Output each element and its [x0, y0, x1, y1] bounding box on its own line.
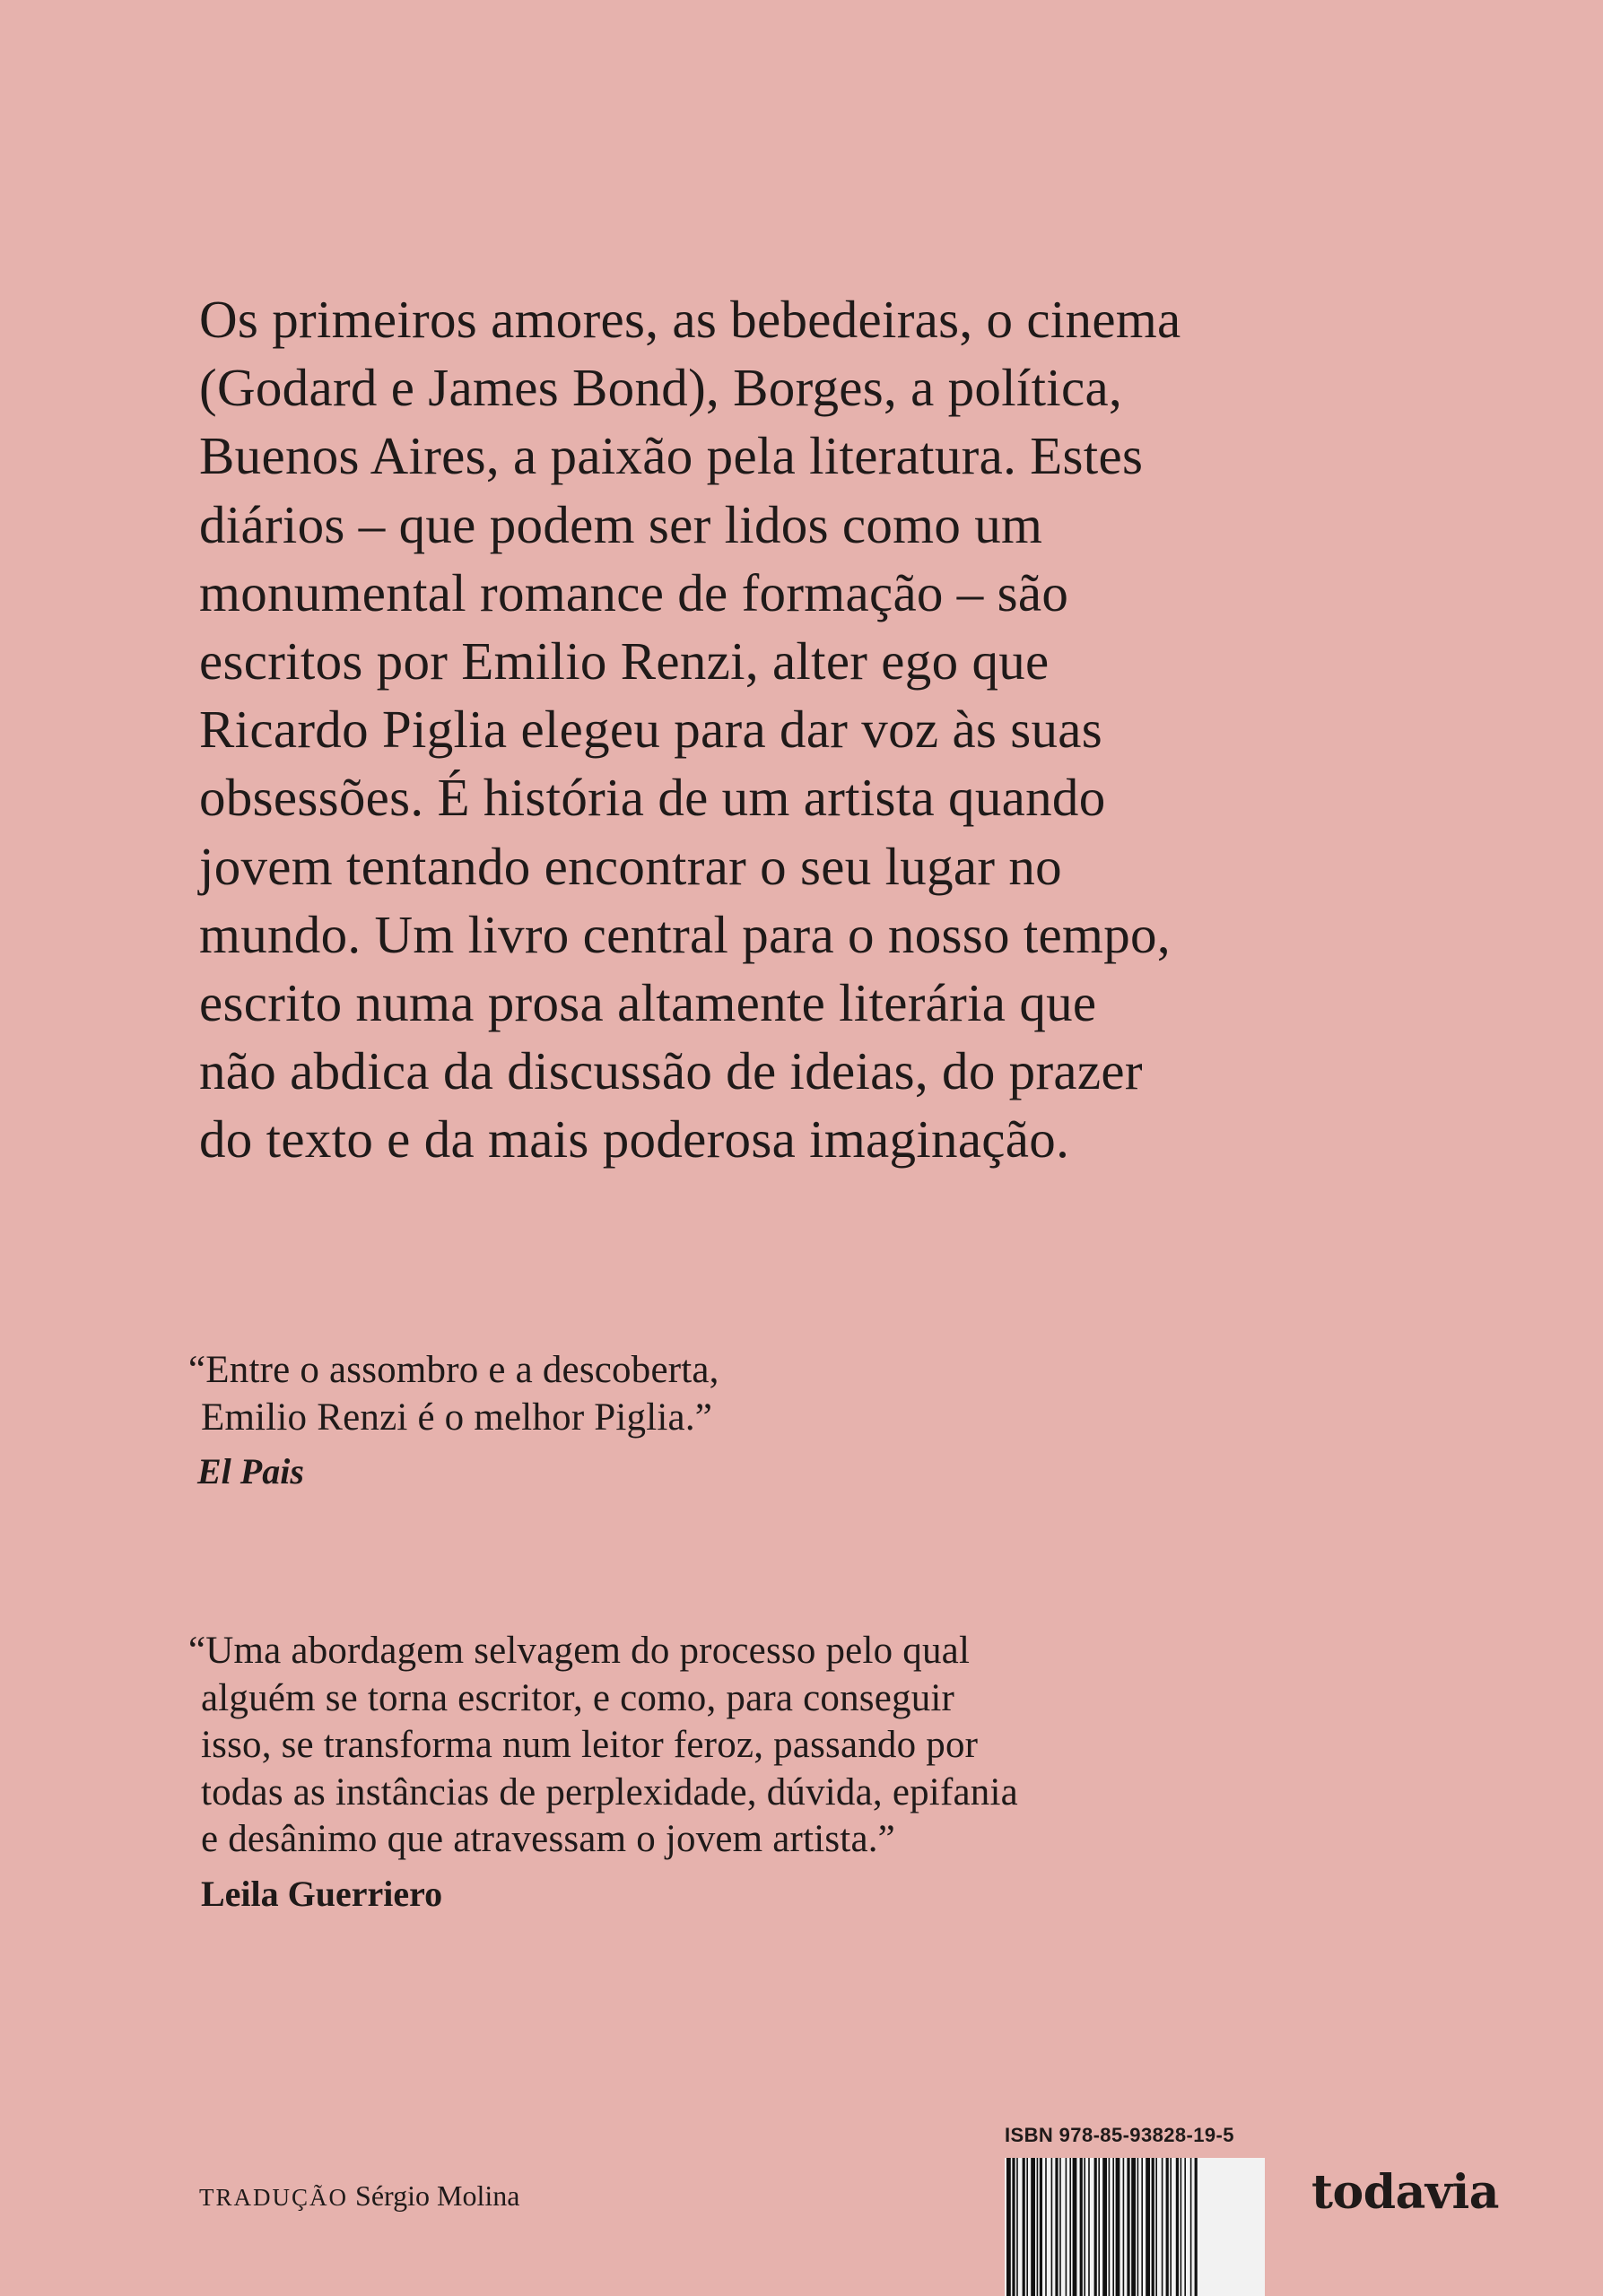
blurb-line: escrito numa prosa altamente literária que: [199, 973, 1097, 1033]
isbn-text: ISBN 978-85-93828-19-5: [1005, 2124, 1234, 2146]
barcode-bar: [1116, 2158, 1120, 2296]
blurb-line: Ricardo Piglia elegeu para dar voz às suas: [199, 700, 1103, 760]
barcode: [1005, 2124, 1265, 2296]
review-quote-el-pais: [188, 1347, 1310, 1495]
barcode-bar: [1152, 2158, 1154, 2296]
quote-line: e desânimo que atravessam o jovem artista.”: [201, 1818, 895, 1860]
barcode-bar: [1073, 2158, 1077, 2296]
blurb-line: jovem tentando encontrar o seu lugar no: [199, 836, 1062, 896]
barcode-bar: [1098, 2158, 1100, 2296]
blurb-line: mundo. Um livro central para o nosso tempo,: [199, 904, 1171, 964]
barcode-bar: [1195, 2158, 1198, 2296]
barcode-bar: [1155, 2158, 1157, 2296]
barcode-bar: [1012, 2158, 1015, 2296]
barcode-bar: [1094, 2158, 1097, 2296]
translator-name: Sérgio Molina: [355, 2179, 520, 2212]
barcode-bar: [1123, 2158, 1125, 2296]
barcode-bar: [1023, 2158, 1025, 2296]
barcode-bar: [1102, 2158, 1107, 2296]
barcode-bar: [1141, 2158, 1143, 2296]
blurb-line: diários – que podem ser lidos como um: [199, 494, 1043, 554]
barcode-bar: [1084, 2158, 1085, 2296]
barcode-bar: [1026, 2158, 1028, 2296]
barcode-bar: [1088, 2158, 1090, 2296]
blurb-line: não abdica da discussão de ideias, do prazer: [199, 1041, 1143, 1101]
barcode-bar: [1037, 2158, 1039, 2296]
barcode-bar: [1166, 2158, 1169, 2296]
blurb-line: do texto e da mais poderosa imaginação.: [199, 1109, 1070, 1170]
blurb-line: Os primeiros amores, as bebedeiras, o cinema: [199, 290, 1181, 349]
quote-line: “Uma abordagem selvagem do processo pelo qual: [188, 1630, 971, 1672]
barcode-bar: [1045, 2158, 1047, 2296]
publisher-logo: todavia: [1311, 2165, 1499, 2220]
barcode-bar: [1180, 2158, 1182, 2296]
quote-line: todas as instâncias de perplexidade, dúvida, epifania: [201, 1770, 1018, 1813]
barcode-bar: [1190, 2158, 1192, 2296]
barcode-bar: [1031, 2158, 1035, 2296]
barcode-icon: [1005, 2158, 1265, 2296]
quote-line: “Entre o assombro e a descoberta,: [188, 1349, 719, 1391]
barcode-bar: [1055, 2158, 1058, 2296]
blurb-line: (Godard e James Bond), Borges, a política,: [199, 358, 1123, 418]
blurb-line: Buenos Aires, a paixão pela literatura. Estes: [199, 426, 1144, 486]
translation-credit: [199, 2179, 519, 2213]
barcode-bar: [1184, 2158, 1186, 2296]
translation-label: TRADUÇÃO: [199, 2184, 349, 2211]
blurb-text: [199, 285, 1419, 1174]
barcode-bar: [1051, 2158, 1053, 2296]
blurb-line: escritos por Emilio Renzi, alter ego que: [199, 631, 1050, 691]
quote-source: El Pais: [197, 1451, 304, 1492]
quote-line: Emilio Renzi é o melhor Piglia.”: [201, 1396, 713, 1439]
barcode-bar: [1069, 2158, 1071, 2296]
review-quote-leila-guerriero: [188, 1628, 1310, 1918]
barcode-bar: [1162, 2158, 1163, 2296]
barcode-bar: [1127, 2158, 1129, 2296]
barcode-bar: [1176, 2158, 1179, 2296]
barcode-bar: [1016, 2158, 1018, 2296]
barcode-bar: [1059, 2158, 1061, 2296]
barcode-bar: [1109, 2158, 1111, 2296]
barcode-bar: [1040, 2158, 1042, 2296]
barcode-bar: [1137, 2158, 1139, 2296]
quote-source: Leila Guerriero: [201, 1873, 443, 1914]
barcode-bar: [1080, 2158, 1083, 2296]
barcode-bar: [1066, 2158, 1067, 2296]
blurb-line: obsessões. É história de um artista quando: [199, 768, 1106, 828]
barcode-bar: [1146, 2158, 1150, 2296]
barcode-bar: [1006, 2158, 1011, 2296]
barcode-bar: [1131, 2158, 1136, 2296]
quote-line: isso, se transforma num leitor feroz, passando por: [201, 1724, 979, 1766]
barcode-bar: [1170, 2158, 1172, 2296]
barcode-bar: [1112, 2158, 1114, 2296]
quote-line: alguém se torna escritor, e como, para conseguir: [201, 1676, 955, 1719]
blurb-line: monumental romance de formação – são: [199, 562, 1069, 622]
